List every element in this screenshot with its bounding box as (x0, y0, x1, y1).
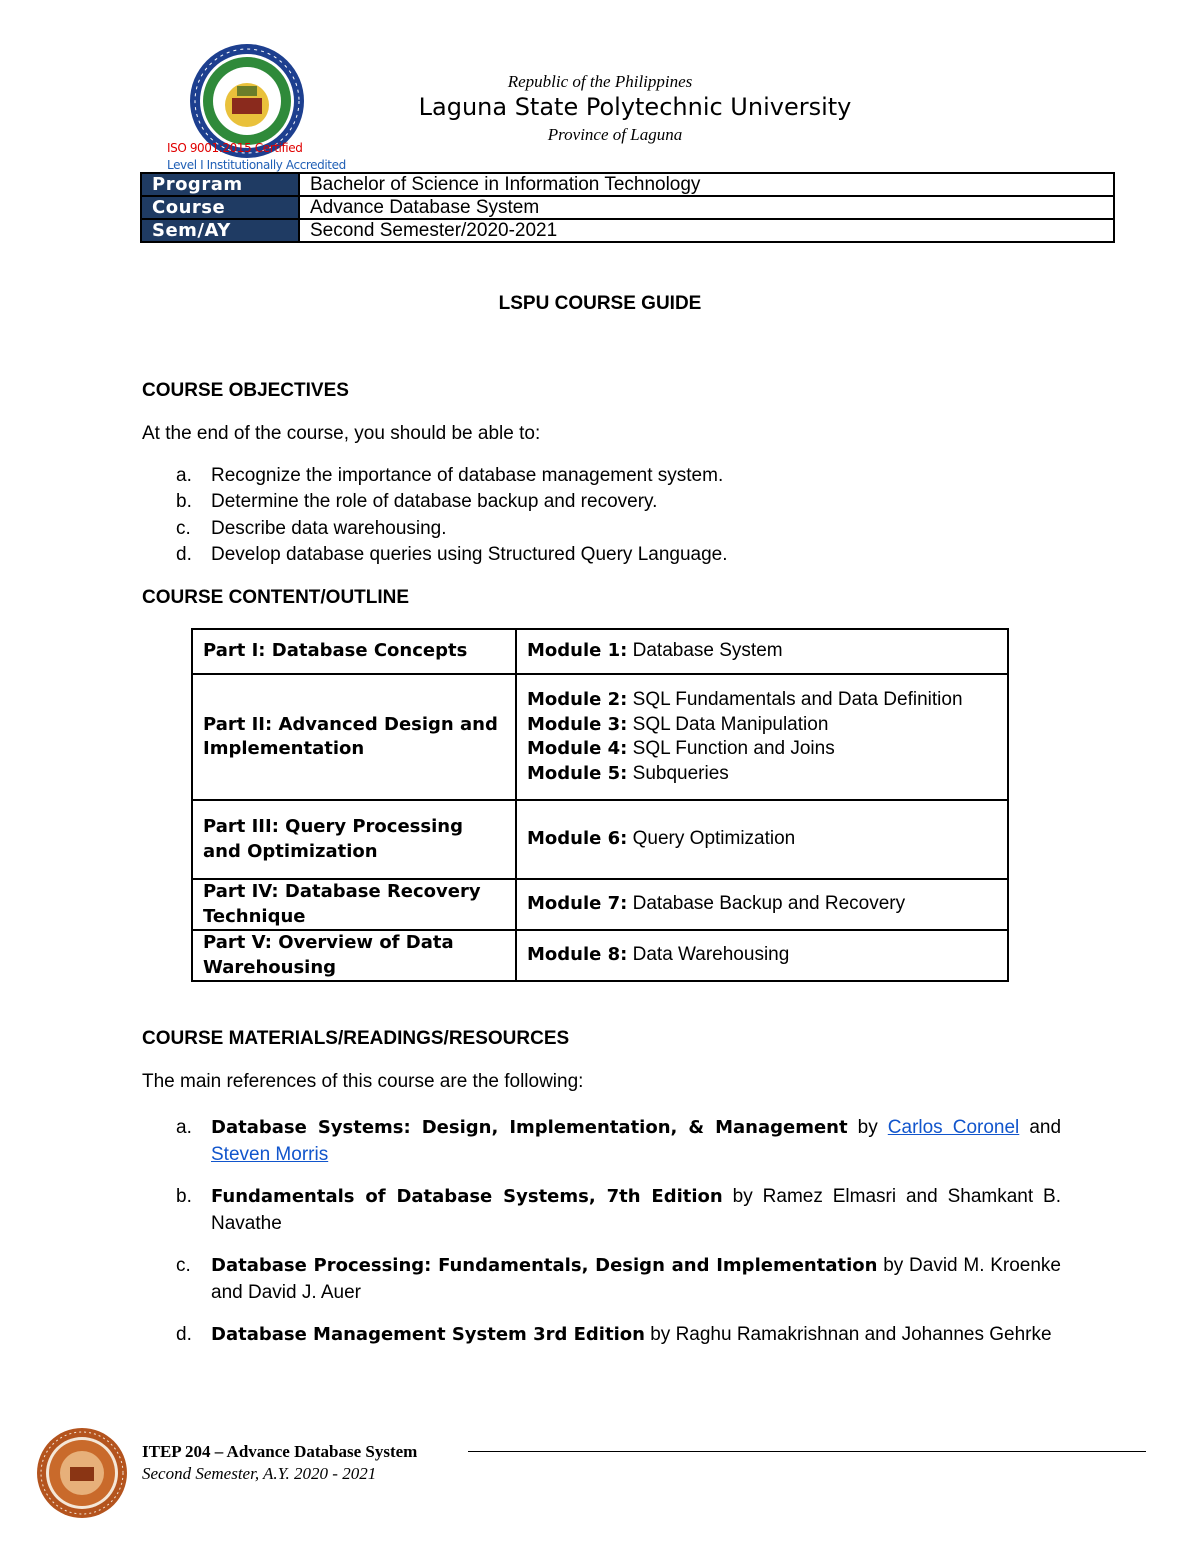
module-number: Module 4: (527, 738, 628, 759)
materials-heading: COURSE MATERIALS/READINGS/RESOURCES (142, 1028, 570, 1049)
list-marker: c. (176, 1255, 191, 1276)
list-marker: b. (176, 1186, 192, 1207)
info-row-course (141, 196, 1114, 219)
table-row (192, 800, 1008, 879)
reference-title: Database Management System 3rd Edition (211, 1324, 645, 1345)
module-title: Data Warehousing (632, 944, 790, 966)
accreditation-level: Level I Institutionally Accredited (167, 158, 346, 172)
list-item (176, 491, 1066, 513)
module-title: SQL Fundamentals and Data Definition (632, 689, 963, 710)
list-marker: a. (176, 1117, 192, 1138)
objectives-heading: COURSE OBJECTIVES (142, 380, 349, 401)
republic-line: Republic of the Philippines (507, 72, 693, 91)
module-number: Module 8: (527, 944, 628, 966)
module-title: Database System (632, 640, 783, 662)
reference-by: by (857, 1117, 878, 1138)
materials-intro: The main references of this course are the following: (142, 1071, 584, 1092)
author-link-steven-morris[interactable]: Steven Morris (211, 1144, 329, 1165)
module-cell (516, 879, 1008, 930)
info-label: Program (141, 173, 299, 196)
reference-title: Database Systems: Design, Implementation, & Management (211, 1117, 848, 1138)
reference-authors: by Raghu Ramakrishnan and Johannes Gehrke (650, 1324, 1052, 1345)
module-number: Module 2: (527, 689, 628, 710)
list-text: Describe data warehousing. (211, 518, 447, 539)
reference-authors: by Ramez Elmasri and Shamkant B. Navathe (211, 1186, 1062, 1234)
reference-authors: by David M. Kroenke and David J. Auer (211, 1255, 1061, 1303)
info-row-program (141, 173, 1114, 196)
list-marker: b. (176, 491, 192, 512)
footer-seal-logo (36, 1427, 128, 1519)
footer-term: Second Semester, A.Y. 2020 - 2021 (142, 1464, 377, 1483)
reference-and: and (1029, 1117, 1062, 1138)
part-cell: Part IV: Database Recovery Technique (192, 879, 516, 930)
module-number: Module 7: (527, 893, 628, 915)
part-cell: Part V: Overview of Data Warehousing (192, 930, 516, 981)
module-title: Query Optimization (632, 828, 796, 850)
list-text: Recognize the importance of database management system. (211, 465, 724, 486)
part-cell: Part III: Query Processing and Optimization (192, 800, 516, 879)
course-info-table (140, 172, 1115, 243)
list-item (176, 1114, 1066, 1168)
info-value: Second Semester/2020-2021 (299, 219, 1114, 242)
info-label: Sem/AY (141, 219, 299, 242)
info-value: Advance Database System (299, 196, 1114, 219)
module-number: Module 6: (527, 828, 628, 850)
module-cell (516, 930, 1008, 981)
info-label: Course (141, 196, 299, 219)
list-text: Develop database queries using Structured Query Language. (211, 544, 728, 565)
module-title: SQL Data Manipulation (632, 713, 829, 735)
outline-heading: COURSE CONTENT/OUTLINE (142, 587, 410, 608)
part-cell: Part II: Advanced Design and Implementation (192, 674, 516, 800)
university-name: Laguna State Polytechnic University (418, 93, 852, 121)
reference-title: Database Processing: Fundamentals, Design and Implementation (211, 1255, 878, 1276)
list-marker: d. (176, 1324, 192, 1345)
module-title: SQL Function and Joins (632, 738, 835, 759)
table-row (192, 629, 1008, 674)
footer-course-code: ITEP 204 – Advance Database System (142, 1442, 418, 1461)
reference-title: Fundamentals of Database Systems, 7th Edition (211, 1186, 723, 1207)
province-line: Province of Laguna (547, 125, 683, 144)
list-item (176, 1252, 1066, 1306)
module-number: Module 3: (527, 713, 628, 735)
author-link-carlos-coronel[interactable]: Carlos Coronel (887, 1117, 1020, 1138)
course-outline-table (191, 628, 1009, 982)
table-row (192, 674, 1008, 800)
list-item (176, 518, 1066, 540)
table-row (192, 930, 1008, 981)
objectives-intro: At the end of the course, you should be able to: (142, 423, 541, 444)
module-cell (516, 674, 1008, 800)
list-marker: d. (176, 544, 192, 565)
list-item (176, 1321, 1066, 1348)
module-title: Subqueries (632, 762, 729, 784)
guide-title: LSPU COURSE GUIDE (498, 293, 702, 314)
part-cell: Part I: Database Concepts (192, 629, 516, 674)
list-item (176, 465, 1066, 487)
list-text: Determine the role of database backup and recovery. (211, 491, 658, 512)
module-cell (516, 629, 1008, 674)
list-marker: a. (176, 465, 192, 486)
module-number: Module 5: (527, 762, 628, 784)
info-value: Bachelor of Science in Information Technology (299, 173, 1114, 196)
iso-certification: ISO 9001:2015 Certified (167, 141, 303, 155)
list-item (176, 1183, 1066, 1237)
footer-divider (468, 1451, 1146, 1452)
module-title: Database Backup and Recovery (632, 893, 906, 915)
list-marker: c. (176, 518, 191, 539)
list-item (176, 544, 1066, 566)
table-row (192, 879, 1008, 930)
info-row-sem-ay (141, 219, 1114, 242)
module-number: Module 1: (527, 640, 628, 662)
module-cell (516, 800, 1008, 879)
